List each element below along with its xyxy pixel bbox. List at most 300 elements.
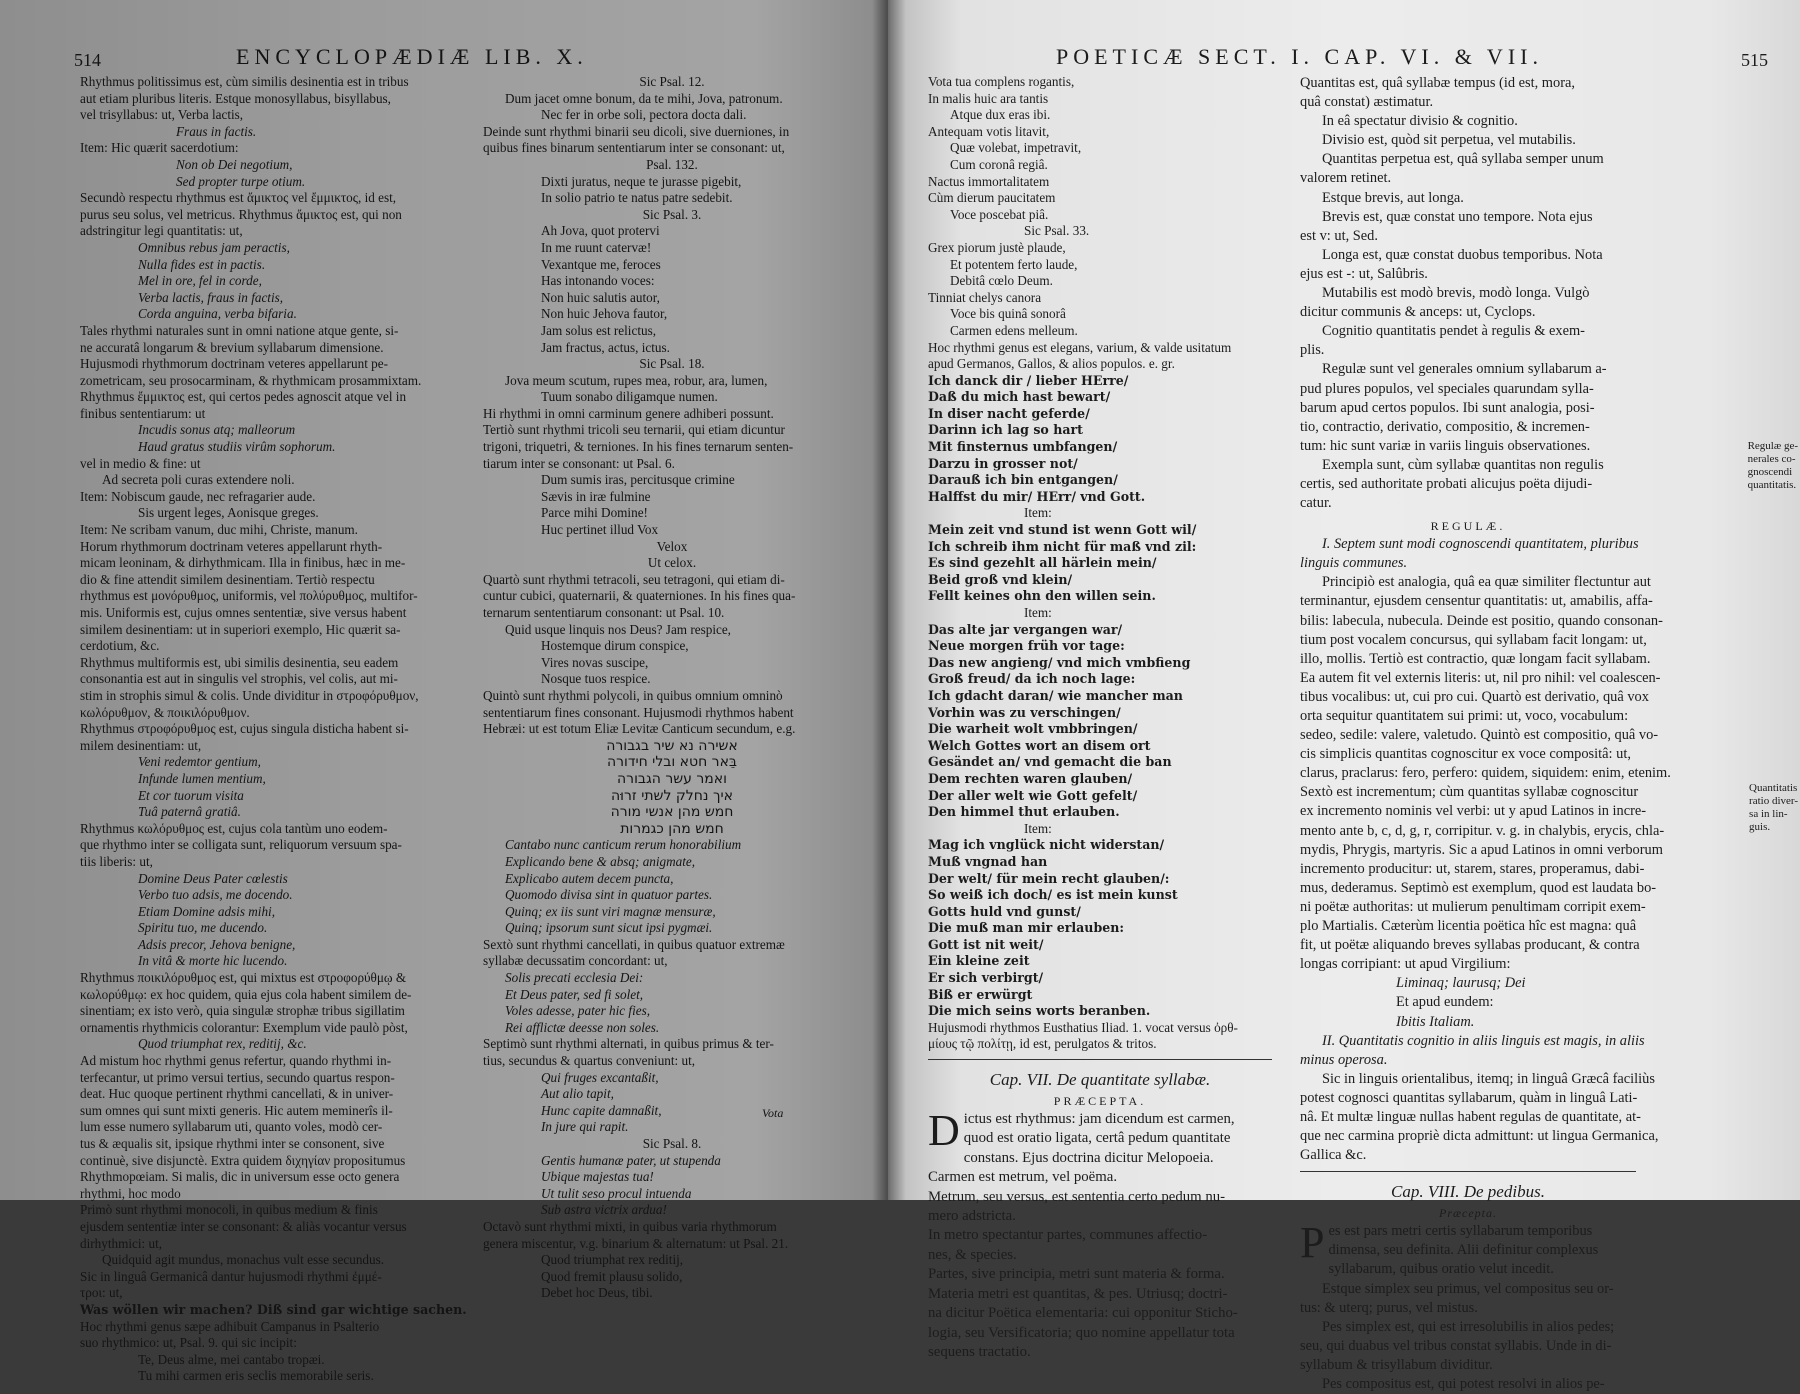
text-line: linguis communes. <box>1300 555 1408 572</box>
chapter-7-body <box>928 1106 1272 1362</box>
text-line: Mein zeit vnd stund ist wenn Gott wil/ <box>928 522 1197 538</box>
text-line: Debet hoc Deus, tibi. <box>541 1285 653 1301</box>
text-line: Sextò sunt rhythmi cancellati, in quibus quatuor extremæ <box>483 936 785 952</box>
text-line: mis. Uniformis est, cujus omnes sententiæ, sive versus habent <box>80 605 407 620</box>
text-line: ni poëtæ authoritas: ut mulierum penultimam corripit exem- <box>1300 898 1646 915</box>
text-line: Quæ volebat, impetravit, <box>950 140 1082 156</box>
text-line: trigoni, triquetri, & terniones. In his fines ternarum senten- <box>483 439 794 455</box>
text-line: quâ constat) æstimatur. <box>1300 94 1434 111</box>
text-line: sequens tractatio. <box>928 1343 1031 1360</box>
text-line: Nactus immortalitatem <box>928 173 1050 189</box>
text-line: Sis urgent leges, Aonisque greges. <box>138 505 319 521</box>
text-line: Secundò respectu rhythmus est ἄμικτος vel ἔμμικτος, id est, <box>80 190 397 206</box>
text-line: Gentis humanæ pater, ut stupenda <box>541 1152 721 1168</box>
text-line: Cùm dierum paucitatem <box>928 190 1056 206</box>
text-line: syllabarum, quibus oratio velut incedit. <box>1328 1261 1554 1278</box>
text-line: Carmen est metrum, vel poëma. <box>928 1169 1118 1186</box>
margin-note-line: sa in lin- <box>1749 808 1788 820</box>
text-line: Regulæ sunt vel generales omnium syllabarum a- <box>1322 361 1607 378</box>
text-line: Ah Jova, quot protervi <box>541 223 660 239</box>
text-line: Dem rechten waren glauben/ <box>928 770 1133 786</box>
chapter-7-title: Cap. VII. De quantitate syllabæ. <box>989 1070 1211 1090</box>
text-line: Te, Deus alme, mei cantabo tropæi. <box>138 1351 325 1367</box>
text-line: In diser nacht geferde/ <box>928 405 1090 421</box>
text-line: certis, sed authoritate probati alicujus poëta dijudi- <box>1300 475 1593 492</box>
text-line: adstringitur legi quantitatis: ut, <box>80 223 243 239</box>
text-line: Was wöllen wir machen? Diß sind gar wichtige sachen. <box>80 1301 467 1317</box>
text-line: Exempla sunt, cùm syllabæ quantitas non regulis <box>1322 456 1604 473</box>
text-line: barum apud certos populos. Ibi sunt analogia, posi- <box>1300 399 1595 416</box>
text-line: Es sind gezehlt all härlein mein/ <box>928 555 1157 571</box>
catchword: Vota <box>762 1106 784 1120</box>
text-line: Den himmel thut erlauben. <box>928 804 1120 820</box>
text-line: sententiarum fines consonant. Hujusmodi rhythmos habent <box>483 704 794 720</box>
text-line: κωλορύθμῳ: ex hoc quidem, quia ejus cola habent similem de- <box>80 986 412 1002</box>
text-line: que rhythmo inter se colligata sunt, reliquorum versuum spa- <box>80 837 402 853</box>
text-line: mydis, Phrygis, martyris. Sic a apud Latinos in omni verborum <box>1300 841 1663 858</box>
text-line: logia, seu Versificatoria; quo nomine appellatur tota <box>928 1324 1235 1341</box>
text-line: ternarum sententiarum consonant: ut Psal. 10. <box>483 605 725 620</box>
text-line: sedeo, sedile: valere, valetudo. Quintò est compositio, quâ vo- <box>1300 727 1659 744</box>
margin-note-regulae <box>1748 440 1798 492</box>
text-line: Huc pertinet illud Vox <box>541 522 659 538</box>
text-line: Hunc capite damnaßit, <box>541 1102 662 1118</box>
text-line: potest cognosci quantitas syllabarum, quàm in linguâ Lati- <box>1300 1089 1638 1106</box>
text-line: μίους τῷ πολίτῃ, id est, perulgatos & tritos. <box>928 1036 1157 1052</box>
text-line: Ut celox. <box>647 555 697 571</box>
text-line: Et potentem ferto laude, <box>950 256 1078 272</box>
text-line: I. Septem sunt modi cognoscendi quantitatem, pluribus <box>1322 536 1639 553</box>
text-line: Die warheit wolt vmbbringen/ <box>928 721 1138 737</box>
text-line: Dixti juratus, neque te jurasse pigebit, <box>541 173 742 189</box>
text-line: Solis precati ecclesia Dei: <box>505 970 644 986</box>
text-line: Sic Psal. 8. <box>642 1136 702 1151</box>
text-line: incremento producitur: ut, starem, stares, properamus, dabi- <box>1300 860 1645 877</box>
text-line: κωλόρυθμον, & ποικιλόρυθμον. <box>80 704 250 720</box>
text-line: pud plures populos, vel speciales quarundam sylla- <box>1300 380 1594 397</box>
text-line: micam leoninam, & dirhythmicam. Illa in finibus, hæc in me- <box>80 555 406 571</box>
text-line: Vorhin was zu verschingen/ <box>928 704 1121 720</box>
text-line: Rhythmopœiam. Si malis, dic in universum esse octo genera <box>80 1169 400 1185</box>
text-line: deat. Huc quoque pertinent rhythmi cancellati, & in univer- <box>80 1086 394 1102</box>
text-line: Fellt keines ohn den willen sein. <box>928 588 1156 604</box>
text-line: Dum jacet omne bonum, da te mihi, Jova, patronum. <box>505 90 783 106</box>
text-line: Der aller welt wie Gott gefelt/ <box>928 787 1138 803</box>
text-line: Mag ich vnglück nicht widerstan/ <box>928 837 1165 853</box>
text-line: suo rhythmico: ut, Psal. 9. qui sic incipit: <box>80 1335 297 1351</box>
text-line: Voce bis quinâ sonorâ <box>950 306 1066 322</box>
text-line: Quinq; ipsorum sunt sicut ipsi pygmæi. <box>505 920 713 936</box>
text-line: Octavò sunt rhythmi mixti, in quibus varia rhythmorum <box>483 1218 777 1234</box>
text-line: ejusdem sententiæ inter se consonant: & aliàs vocantur versus <box>80 1218 407 1234</box>
left-column-1 <box>80 74 465 1385</box>
text-line: Hebræi: ut est totum Eliæ Levitæ Canticum secundum, e.g. <box>483 721 796 737</box>
text-line: quod est oratio ligata, certâ pedum quantitate <box>963 1130 1231 1147</box>
text-line: Ibitis Italiam. <box>1396 1013 1475 1030</box>
text-line: II. Quantitatis cognitio in aliis linguis est magis, in aliis <box>1322 1032 1645 1049</box>
text-line: Hoc rhythmi genus sæpe adhibuit Campanus in Psalterio <box>80 1318 380 1334</box>
left-page <box>0 0 888 1384</box>
text-line: Psal. 132. <box>646 156 698 172</box>
text-line: Rei afflictæ deesse non soles. <box>505 1019 660 1035</box>
text-line: So weiß ich doch/ es ist mein kunst <box>928 887 1178 903</box>
text-line: Sed propter turpe otium. <box>176 173 306 189</box>
text-line: purus seu solus, vel metricus. Rhythmus ἄμικτος est, qui non <box>80 206 402 222</box>
text-line: Aut alio tapit, <box>541 1086 614 1102</box>
text-line: Ad secreta poli curas extendere noli. <box>102 472 295 488</box>
text-line: plis. <box>1300 342 1325 359</box>
text-line: Ut tulit seso procul intuenda <box>541 1185 692 1201</box>
text-line: Nulla fides est in pactis. <box>138 256 266 272</box>
text-line: Rhythmus στροφόρυθμος est, cujus singula disticha habent si- <box>80 721 409 737</box>
text-line: Explicando bene & absq; anigmate, <box>505 853 696 869</box>
dropcap-d: D <box>928 1106 960 1156</box>
text-line: Tales rhythmi naturales sunt in omni natione atque gente, si- <box>80 322 399 338</box>
text-line: Fraus in factis. <box>176 123 257 139</box>
text-line: Jam fractus, actus, ictus. <box>541 339 670 355</box>
text-line: Die mich seins worts beranben. <box>928 1003 1151 1019</box>
text-line: es est pars metri certis syllabarum temporibus <box>1328 1223 1593 1240</box>
text-line: Et Deus pater, sed fi solet, <box>505 986 644 1002</box>
text-line: Tertiò sunt rhythmi tricoli seu ternarii, qui etiam dicuntur <box>483 422 785 438</box>
text-line: Gallica &c. <box>1300 1147 1367 1164</box>
text-line: Gott ist nit weit/ <box>928 936 1044 952</box>
text-line: Carmen edens melleum. <box>950 322 1078 338</box>
text-line: valorem retinet. <box>1300 170 1392 187</box>
text-line: Pes compositus est, qui potest resolvi in alios pe- <box>1322 1376 1605 1392</box>
text-line: Divisio est, quòd sit perpetua, vel mutabilis. <box>1322 132 1576 149</box>
text-line: Liminaq; laurusq; Dei <box>1396 975 1526 992</box>
text-line: Non ob Dei negotium, <box>176 156 293 172</box>
text-line: In metro spectantur partes, communes affectio- <box>928 1227 1208 1244</box>
chapter-7-subtitle: PRÆCEPTA. <box>1053 1094 1147 1109</box>
text-line: nes, & species. <box>928 1246 1017 1263</box>
text-line: Item: Ne scribam vanum, duc mihi, Christe, manum. <box>80 522 358 538</box>
text-line: Neue morgen früh vor tage: <box>928 638 1125 654</box>
text-line: Sic in linguis orientalibus, itemq; in linguâ Græcâ faciliùs <box>1322 1070 1655 1087</box>
text-line: Rhythmus κωλόρυθμος est, cujus cola tantùm uno eodem- <box>80 820 388 836</box>
text-line: Cognitio quantitatis pendet à regulis & exem- <box>1322 323 1585 340</box>
text-line: Voce poscebat piâ. <box>950 206 1049 222</box>
text-line: terfecantur, ut primo versui tertius, secundo quartus respon- <box>80 1069 395 1085</box>
text-line: Domine Deus Pater cœlestis <box>138 870 288 886</box>
text-line: clarus, praclarus: fero, perfero: quidem, siquidem: enim, etenim. <box>1300 765 1671 782</box>
text-line: cerdotium, &c. <box>80 638 160 654</box>
right-column-1 <box>928 74 1272 1394</box>
text-line: Gotts huld vnd gunst/ <box>928 903 1081 919</box>
text-line: Has intonando voces: <box>541 273 655 289</box>
text-line: Groß freud/ da ich noch lage: <box>928 671 1136 687</box>
text-line: Horum rhythmorum doctrinam veteres appellarunt rhyth- <box>80 538 383 554</box>
text-line: Brevis est, quæ constat uno tempore. Nota ejus <box>1322 208 1593 225</box>
text-line: Dum sumis iras, percitusque crimine <box>541 472 735 488</box>
text-line: tus: & uterq; purus, vel mistus. <box>1300 1299 1478 1316</box>
text-line: finibus sententiarum: ut <box>80 405 206 421</box>
text-line: Sævis in iræ fulmine <box>541 488 651 504</box>
text-line: Et cor tuorum visita <box>138 787 244 803</box>
text-line: Atque dux eras ibi. <box>950 107 1051 123</box>
text-line: Sic Psal. 18. <box>639 356 705 372</box>
text-line: Tinniat chelys canora <box>928 289 1042 305</box>
text-line: Quomodo divisa sint in quatuor partes. <box>505 887 713 903</box>
text-line: syllabæ decussatim concordant: ut, <box>483 953 668 969</box>
text-line: Rhythmus ποικιλόρυθμος est, qui mixtus est στροφορύθμῳ & <box>80 970 407 986</box>
text-line: Ich schreib ihm nicht für maß vnd zil: <box>928 538 1197 554</box>
text-line: Corda anguina, verba bifaria. <box>138 306 297 322</box>
section-rule <box>928 1059 1272 1060</box>
text-line: Welch Gottes wort an disem ort <box>928 737 1151 753</box>
text-line: Cantabo nunc canticum rerum honorabilium <box>505 837 742 853</box>
text-line: syllabum & trisyllabum dividitur. <box>1300 1356 1493 1373</box>
text-line: Hujusmodi rhythmorum doctrinam veteres appellarunt pe- <box>80 356 388 372</box>
text-line: sum omnes qui sunt mixti generis. Hic autem meminerîs il- <box>80 1102 393 1118</box>
text-line: Item: <box>1024 505 1052 521</box>
text-line: Vires novas suscipe, <box>541 654 649 670</box>
text-line: Sextò est incrementum; cùm quantitas syllabæ cognoscitur <box>1300 784 1639 801</box>
text-line: milem desinentiam: ut, <box>80 737 202 753</box>
text-line: Rhythmus politissimus est, cùm similis desinentia est in tribus <box>80 74 409 89</box>
text-line: Pes simplex est, qui est irresolubilis in alios pedes; <box>1322 1318 1615 1335</box>
right-running-head <box>928 44 1776 74</box>
quantity-definitions <box>1300 74 1636 513</box>
text-line: Debitâ cœlo Deum. <box>950 273 1053 289</box>
text-line: Adsis precor, Jehova benigne, <box>138 936 296 952</box>
text-line: Quod triumphat rex reditij, <box>541 1252 684 1268</box>
text-line: similem desinentiam: ut in superiori exemplo, Hic quærit sa- <box>80 621 401 637</box>
text-line: Mutabilis est modò brevis, modò longa. Vulgò <box>1322 285 1590 302</box>
text-line: ex incremento nominis vel verbi: ut y apud Latinos in incre- <box>1300 803 1647 820</box>
text-line: mento ante b, c, d, g, r, corripitur. v. g. in chalybis, erycis, chla- <box>1300 822 1665 839</box>
text-line: lum esse numero syllabarum uti, quanto voles, modò cer- <box>80 1119 383 1135</box>
text-line: Et apud eundem: <box>1396 994 1494 1011</box>
text-line: nâ. Et multæ linguæ nullas habent regulas de quantitate, at- <box>1300 1108 1641 1125</box>
chapter-8-body <box>1300 1218 1636 1394</box>
text-line: tiarum inter se consonant: ut Psal. 6. <box>483 455 675 471</box>
text-line: tibus vocalibus: ut, cui pro cui. Quartò est derivatio, quâ vox <box>1300 688 1649 705</box>
text-line: fit, ut poëtæ aliquando breves syllabas producant, & contra <box>1300 937 1640 954</box>
text-line: Tu mihi carmen eris seclis memorabile seris. <box>138 1368 374 1384</box>
margin-note-line: ratio diver- <box>1749 795 1798 807</box>
text-line: Ubique majestas tua! <box>541 1169 654 1185</box>
text-line: In eâ spectatur divisio & cognitio. <box>1322 113 1518 130</box>
text-line: Ich gdacht daran/ wie mancher man <box>928 687 1183 703</box>
text-line: Explicabo autem decem puncta, <box>505 870 674 886</box>
text-line: Verba lactis, fraus in factis, <box>138 289 284 305</box>
text-line: bilis: labecula, nubecula. Deinde est positio, quando consonan- <box>1300 612 1663 629</box>
text-line: consonantia est aut in singulis vel strophis, vel colis, aut mi- <box>80 671 398 687</box>
text-line: Darinn ich lag so hart <box>928 422 1083 438</box>
text-line: vel in medio & fine: ut <box>80 455 201 471</box>
text-line: Item: Nobiscum gaude, nec refragarier aude. <box>80 488 316 504</box>
text-line: longas corripiant: ut apud Virgilium: <box>1300 956 1511 973</box>
text-line: Quartò sunt rhythmi tetracoli, seu tetragoni, qui etiam di- <box>483 571 785 587</box>
text-line: Rhythmus ἔμμικτος est, qui certos pedes agnoscit atque vel in <box>80 389 407 405</box>
text-line: Parce mihi Domine! <box>541 505 648 521</box>
text-line: Nec fer in orbe soli, pectora docta dali. <box>541 107 747 123</box>
text-line: Quintò sunt rhythmi polycoli, in quibus omnium omninò <box>483 687 783 703</box>
text-line: Item: Hic quærit sacerdotium: <box>80 140 239 156</box>
text-line: Ein kleine zeit <box>928 953 1030 969</box>
text-line: In solio patrio te natus patre sedebit. <box>541 190 733 206</box>
text-line: Hi rhythmi in omni carminum genere adhiberi possunt. <box>483 405 774 421</box>
margin-note-line: Regulæ ge- <box>1747 440 1798 452</box>
right-running-title: POETICÆ SECT. I. CAP. VI. & VII. <box>1056 44 1543 69</box>
text-line: tiis liberis: ut, <box>80 853 153 869</box>
text-line: dirhythmici: ut, <box>80 1235 163 1251</box>
text-line: Jova meum scutum, rupes mea, robur, ara, lumen, <box>505 372 768 388</box>
text-line: Das alte jar vergangen war/ <box>928 621 1123 637</box>
text-line: In me ruunt catervæ! <box>541 239 652 255</box>
left-running-head <box>74 44 870 74</box>
text-line: In jure qui rapit. <box>541 1119 629 1135</box>
text-line: Metrum, seu versus, est sententia certo pedum nu- <box>928 1188 1226 1205</box>
text-line: tum: hic sunt variæ in variis linguis observationes. <box>1300 437 1591 454</box>
text-line: Quantitas est, quâ syllabæ tempus (id est, mora, <box>1300 75 1575 91</box>
text-line: cis simplicis quantitas cognoscitur ex voce compositâ: ut, <box>1300 746 1631 763</box>
text-line: Omnibus rebus jam peractis, <box>138 239 290 255</box>
book-gutter <box>872 0 906 1200</box>
text-line: Sub astra victrix ardua! <box>541 1202 667 1218</box>
regulae-heading: REGULÆ. <box>1430 519 1506 534</box>
text-line: tium post vocalem concursus, qui syllabam facit longam: ut, <box>1300 631 1647 648</box>
text-line: Item: <box>1024 820 1052 836</box>
text-line: ne accuratâ longarum & brevium syllabarum dimensione. <box>80 339 384 355</box>
text-line: In vitâ & morte hic lucendo. <box>138 953 288 969</box>
text-line: Infunde lumen mentium, <box>138 770 266 786</box>
text-line: איך נחלק לשתי זרוּה <box>611 787 733 804</box>
german-hymn-examples <box>928 74 1272 1053</box>
text-line: Estque simplex seu primus, vel compositus seu or- <box>1322 1280 1614 1297</box>
left-column-2 <box>483 74 861 1385</box>
text-line: Veni redemtor gentium, <box>138 754 261 770</box>
text-line: Er sich verbirgt/ <box>928 970 1044 986</box>
text-line: Principiò est analogia, quâ ea quæ similiter flectuntur aut <box>1322 574 1651 591</box>
text-line: Velox <box>656 538 688 554</box>
text-line: ejus est -: ut, Salûbris. <box>1300 265 1428 282</box>
text-line: Die muß man mir erlauben: <box>928 920 1125 936</box>
text-line: Spiritu tuo, me ducendo. <box>138 920 268 936</box>
text-line: seu, qui duabus vel tribus constat syllabis. Unde in di- <box>1300 1337 1612 1354</box>
text-line: Non huic salutis autor, <box>541 289 660 305</box>
text-line: Tuum sonabo diligamque numen. <box>541 389 718 405</box>
left-running-title: ENCYCLOPÆDIÆ LIB. X. <box>236 44 588 69</box>
text-line: ואמר עשר הגבורה <box>617 770 727 787</box>
text-line: Verbo tuo adsis, me docendo. <box>138 887 293 903</box>
text-line: constans. Ejus doctrina dicitur Melopoeia. <box>963 1149 1214 1166</box>
text-line: terminantur, ejusdem censentur quantitatis: ut, amabilis, affa- <box>1300 593 1653 610</box>
text-line: mus, dederamus. Septimò est exemplum, quod est laudata bo- <box>1300 879 1657 896</box>
text-line: stim in strophis simul & colis. Unde dividitur in στροφόρυθμον, <box>80 687 419 703</box>
text-line: Sic Psal. 12. <box>639 74 705 89</box>
text-line: illo, mollis. Tertiò est contractio, quæ longam facit syllabam. <box>1300 650 1651 667</box>
text-line: Primò sunt rhythmi monocoli, in quibus medium & finis <box>80 1202 378 1218</box>
text-line: Antequam votis litavit, <box>928 123 1050 139</box>
text-line: Quid usque linquis nos Deus? Jam respice, <box>505 621 731 637</box>
margin-note-line: gnoscendi <box>1747 466 1793 478</box>
text-line: Mel in ore, fel in corde, <box>138 273 262 289</box>
text-line: Voles adesse, pater hic fies, <box>505 1003 651 1019</box>
text-line: Vota tua complens rogantis, <box>928 74 1075 89</box>
text-line: Halffst du mir/ HErr/ vnd Gott. <box>928 488 1146 504</box>
text-line: Quod fremit plausu solido, <box>541 1268 683 1284</box>
text-line: Jam solus est relictus, <box>541 322 657 338</box>
margin-note-line: quantitatis. <box>1747 479 1797 491</box>
left-page-number: 514 <box>74 50 101 70</box>
text-line: Partes, sive principia, metri sunt materia & forma. <box>928 1266 1225 1283</box>
text-line: vel trisyllabus: ut, Verba lactis, <box>80 107 244 123</box>
text-line: orta sequitur quantitatem sui primi: ut, voco, vocabulum: <box>1300 708 1629 724</box>
text-line: Daß du mich hast bewart/ <box>928 389 1111 405</box>
text-line: dimensa, seu definita. Alii definitur complexus <box>1328 1242 1599 1259</box>
text-line: tius, secundus & quartus conveniunt: ut, <box>483 1053 696 1069</box>
text-line: Quidquid agit mundus, monachus vult esse secundus. <box>102 1252 385 1268</box>
text-line: aut etiam pluribus literis. Estque monosyllabus, bisyllabus, <box>80 90 391 106</box>
text-line: Cum coronâ regiâ. <box>950 156 1048 172</box>
text-line: Darzu in grosser not/ <box>928 455 1078 471</box>
text-line: Estque brevis, aut longa. <box>1322 189 1464 206</box>
text-line: Hoc rhythmi genus est elegans, varium, & valde usitatum <box>928 339 1232 355</box>
regulae-list <box>1300 535 1671 1165</box>
margin-note-line: nerales co- <box>1747 453 1796 465</box>
text-line: Nosque tuos respice. <box>541 671 651 687</box>
text-line: rhythmus est μονόρυθμος, uniformis, vel πολύρυθμος, multifor- <box>80 588 418 604</box>
text-line: cuntur cubici, quaternarii, & quaterniones. In his fines qua- <box>483 588 796 604</box>
text-line: plo Martialis. Cæterùm licentia poëtica hîc est magna: quâ <box>1300 918 1637 935</box>
text-line: est v: ut, Sed. <box>1300 227 1378 244</box>
text-line: Incudis sonus atq; malleorum <box>138 422 296 438</box>
text-line: Quinq; ex iis sunt viri magnæ mensuræ, <box>505 903 716 919</box>
text-line: Rhythmus multiformis est, ubi similis desinentia, seu eadem <box>80 654 399 670</box>
text-line: genera miscentur, v.g. binarium & alternatum: ut Psal. 21. <box>483 1235 789 1251</box>
text-line: Muß vngnad han <box>928 853 1048 869</box>
text-line: Gesändet an/ vnd gemacht die ban <box>928 754 1172 770</box>
text-line: Biß er erwürgt <box>928 986 1033 1002</box>
text-line: zometricam, seu prosocarminam, & rhythmicam prosammixtam. <box>80 372 422 388</box>
text-line: tio, contractio, derivatio, compositio, & incremen- <box>1300 418 1590 435</box>
text-line: Sic in linguâ Germanicâ dantur hujusmodi rhythmi ἐμμέ- <box>80 1268 382 1284</box>
margin-note-line: guis. <box>1749 821 1771 833</box>
text-line: minus operosa. <box>1300 1051 1388 1068</box>
text-line: Mit finsternus umbfangen/ <box>928 439 1118 455</box>
text-line: Non huic Jehova fautor, <box>541 306 668 322</box>
text-line: Darauß ich bin entgangen/ <box>928 472 1118 488</box>
section-rule-2 <box>1300 1171 1636 1172</box>
text-line: rhythmi, hoc modo <box>80 1185 181 1201</box>
text-line: Tuâ paternâ gratiâ. <box>138 804 241 820</box>
text-line: Beid groß vnd klein/ <box>928 571 1073 587</box>
text-line: Etiam Domine adsis mihi, <box>138 903 276 919</box>
text-line: Quantitas perpetua est, quâ syllaba semper unum <box>1322 151 1604 168</box>
text-line: dicitur communis & anceps: ut, Cyclops. <box>1300 304 1536 321</box>
text-line: חמש מהן כגמרות <box>620 820 724 837</box>
text-line: Item: <box>1024 605 1052 620</box>
margin-note-line: Quantitatis <box>1749 782 1798 794</box>
right-page <box>888 0 1800 1392</box>
text-line: continuè, sive disjunctè. Extra quidem διχηγίαν propositumus <box>80 1152 406 1168</box>
text-line: ictus est rhythmus: jam dicendum est carmen, <box>963 1111 1235 1128</box>
text-line: Hujusmodi rhythmos Eusthatius Iliad. 1. vocat versus ὀρθ- <box>928 1019 1238 1035</box>
text-line: Longa est, quæ constat duobus temporibus. Nota <box>1322 246 1603 263</box>
text-line: Vexantque me, feroces <box>541 256 661 272</box>
text-line: na dicitur Poëtica elementaria: cui opponitur Sticho- <box>928 1305 1238 1322</box>
text-line: quibus fines binarum sententiarum inter se consonant: ut, <box>483 140 785 156</box>
margin-note-quantitatis <box>1749 782 1798 834</box>
right-column-2 <box>1300 74 1671 1394</box>
text-line: Quod triumphat rex, reditij, &c. <box>138 1036 307 1052</box>
chapter-8-subtitle: Præcepta. <box>1439 1206 1497 1221</box>
text-line: τροι: ut, <box>80 1285 123 1301</box>
right-page-number: 515 <box>1741 50 1768 70</box>
